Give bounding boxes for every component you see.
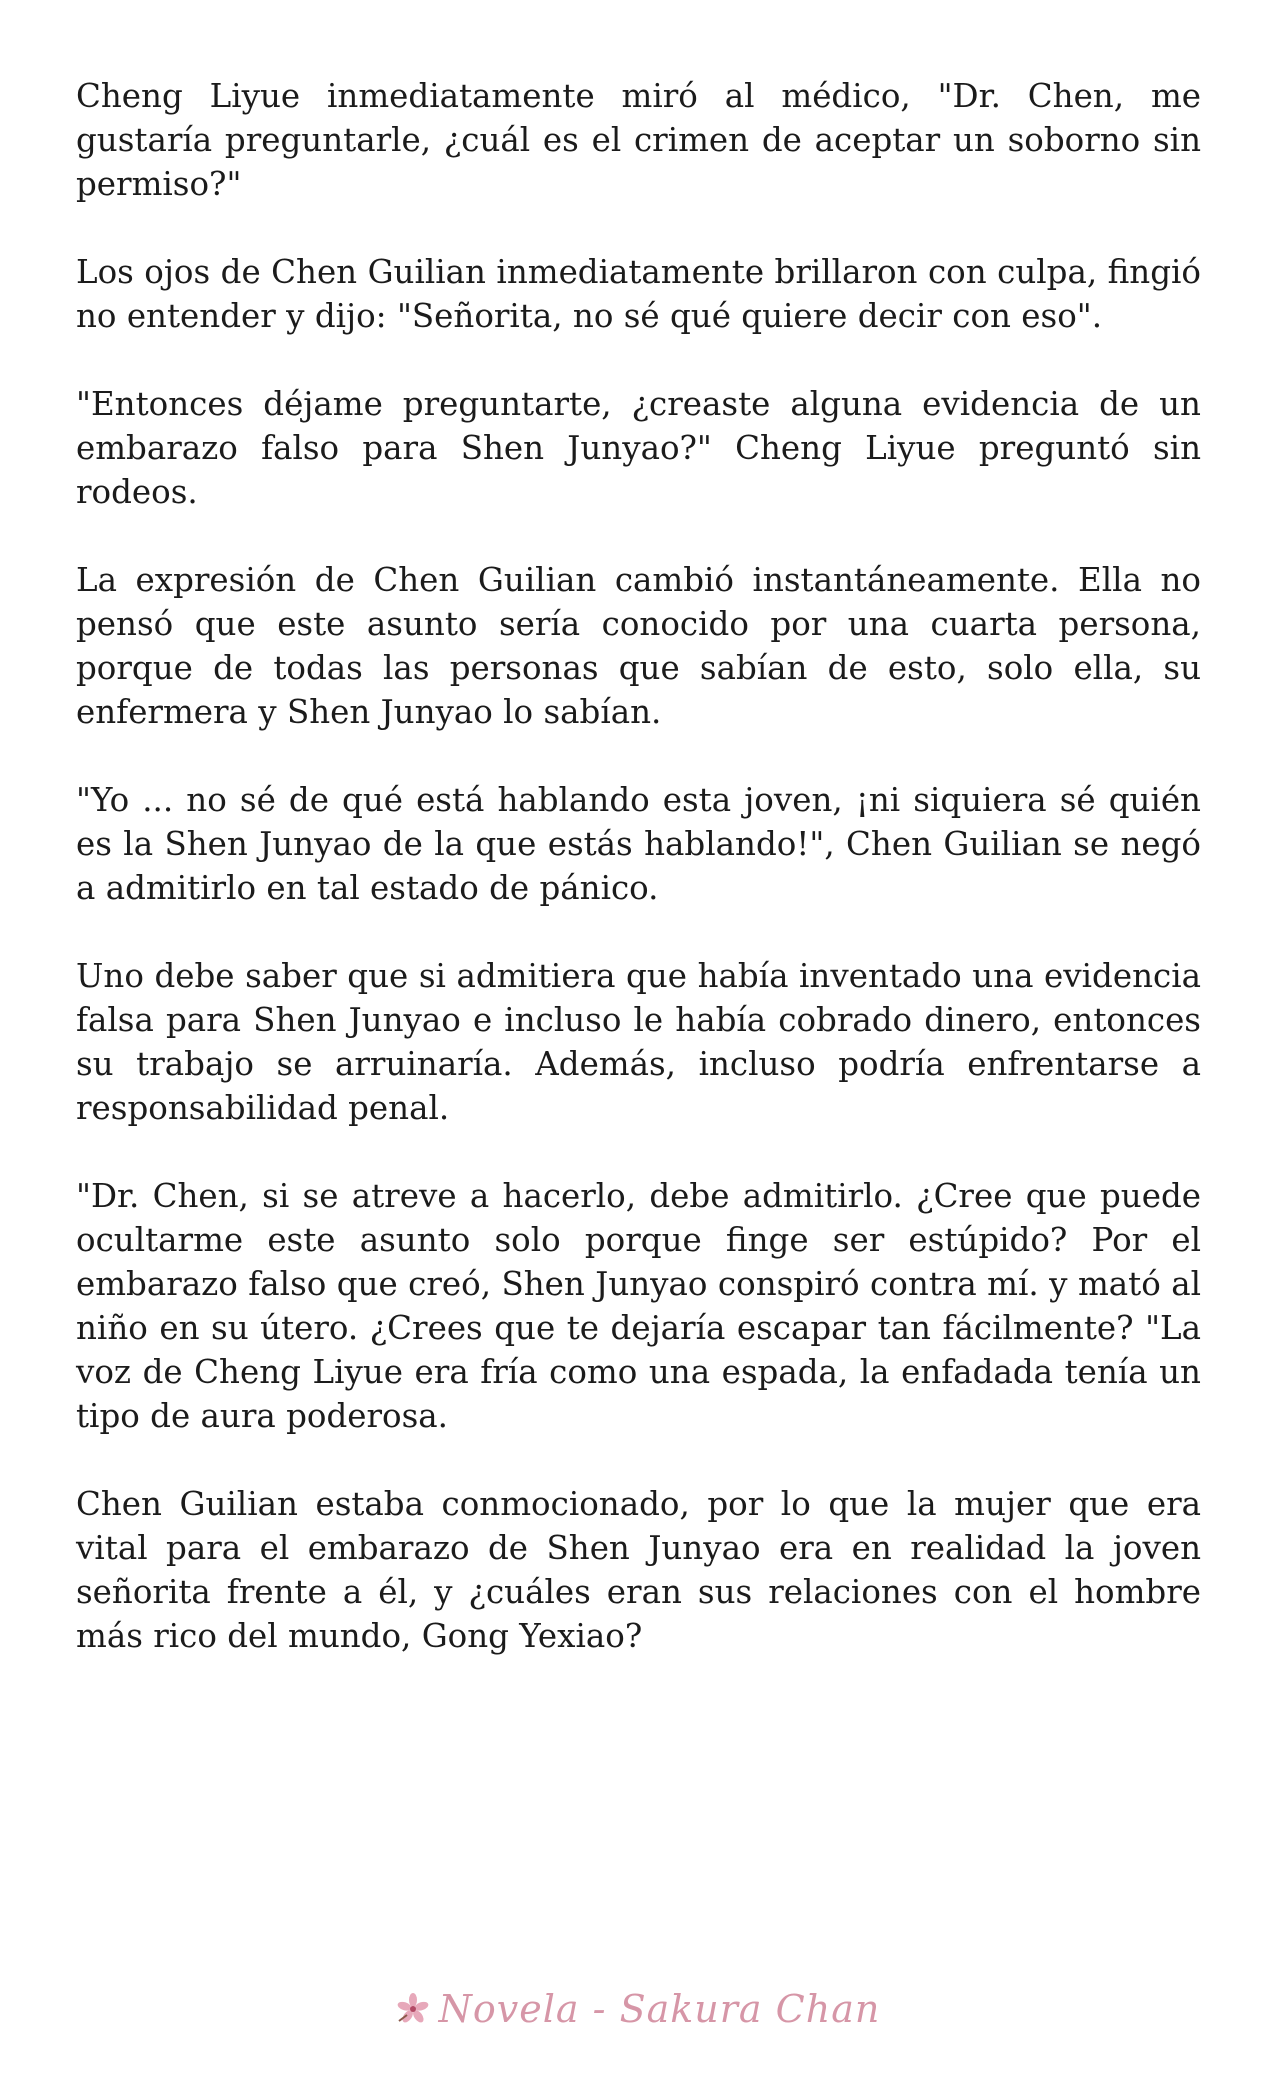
watermark [0, 1984, 1275, 2034]
watermark-group [395, 1987, 881, 2031]
paragraph: "Entonces déjame preguntarte, ¿creaste alguna evidencia de un embarazo falso para Shen Junyao?" Cheng Liyue preguntó sin rodeos. [76, 385, 1201, 511]
paragraph: La expresión de Chen Guilian cambió instantáneamente. Ella no pensó que este asunto sería conocido por una cuarta persona, porque de todas las personas que sabían de esto, solo ella, su enfermera y Shen Junyao lo sabían. [76, 561, 1201, 731]
watermark-text: Novela - Sakura Chan [438, 1987, 881, 2031]
paragraph: Cheng Liyue inmediatamente miró al médico, "Dr. Chen, me gustaría preguntarle, ¿cuál es el crimen de aceptar un soborno sin permiso?" [76, 77, 1201, 203]
paragraph: Chen Guilian estaba conmocionado, por lo que la mujer que era vital para el embarazo de Shen Junyao era en realidad la joven señorita frente a él, y ¿cuáles eran sus relaciones con el hombre más rico del mundo, Gong Yexiao? [76, 1485, 1201, 1655]
paragraph: Los ojos de Chen Guilian inmediatamente brillaron con culpa, fingió no entender y dijo: "Señorita, no sé qué quiere decir con eso". [76, 253, 1201, 335]
paragraph: Uno debe saber que si admitiera que había inventado una evidencia falsa para Shen Junyao e incluso le había cobrado dinero, entonces su trabajo se arruinaría. Además, incluso podría enfrentarse a responsabilidad penal. [76, 957, 1201, 1127]
sakura-flower-icon [395, 1991, 431, 2027]
paragraph: "Yo ... no sé de qué está hablando esta joven, ¡ni siquiera sé quién es la Shen Junyao de la que estás hablando!", Chen Guilian se negó a admitirlo en tal estado de pánico. [76, 781, 1201, 907]
document-body [76, 74, 1201, 1702]
paragraph: "Dr. Chen, si se atreve a hacerlo, debe admitirlo. ¿Cree que puede ocultarme este asunto solo porque finge ser estúpido? Por el embarazo falso que creó, Shen Junyao conspiró contra mí. y mató al niño en su útero. ¿Crees que te dejaría escapar tan fácilmente? "La voz de Cheng Liyue era fría como una espada, la enfadada tenía un tipo de aura poderosa. [76, 1177, 1201, 1435]
